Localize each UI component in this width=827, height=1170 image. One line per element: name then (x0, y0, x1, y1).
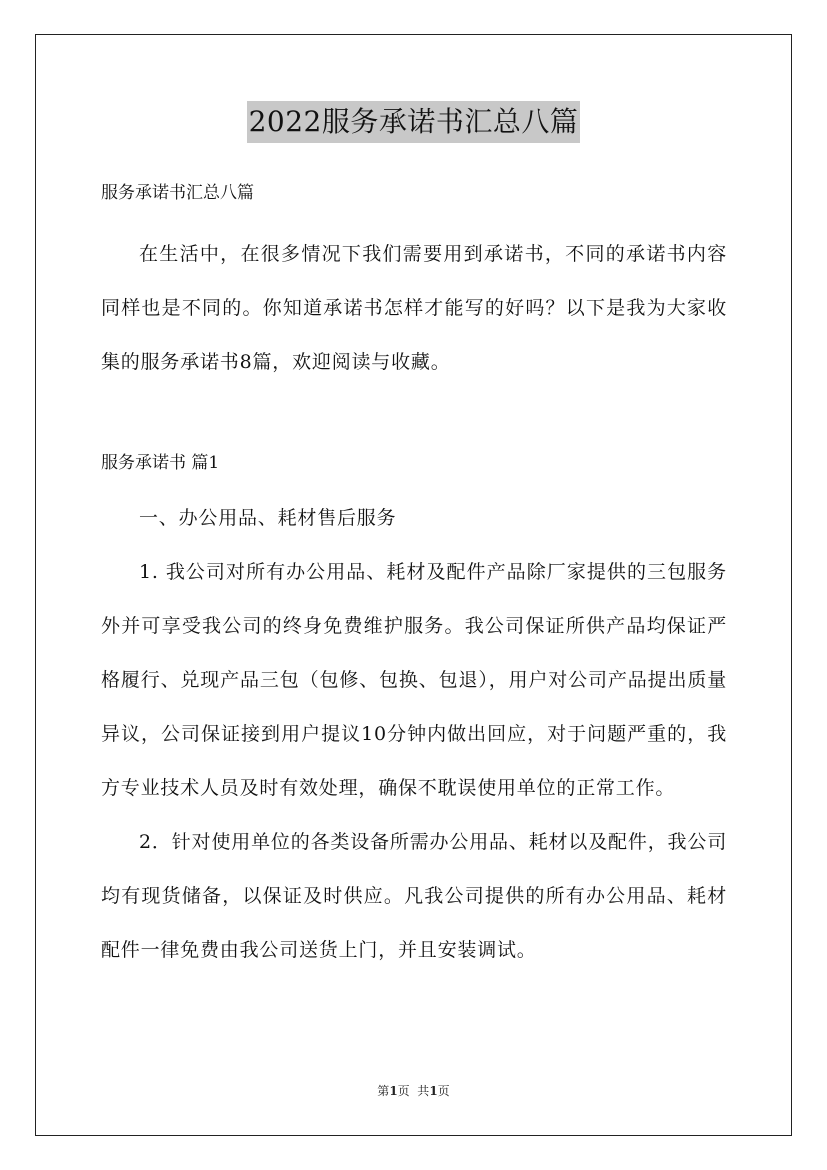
body-paragraph-2: 1. 我公司对所有办公用品、耗材及配件产品除厂家提供的三包服务外并可享受我公司的终身免费维护服务。我公司保证所供产品均保证严格履行、兑现产品三包（包修、包换、包退），用户对公司产品提出质量异议，公司保证接到用户提议10分钟内做出回应，对于问题严重的，我方专业技术人员及时有效处理，确保不耽误使用单位的正常工作。 (101, 561, 727, 799)
section-heading: 服务承诺书 篇1 (101, 453, 220, 473)
footer-page-number: 1 (389, 1084, 398, 1098)
document-header-content (101, 173, 727, 389)
title-container (0, 101, 827, 143)
footer-mid: 页 共 (397, 1084, 430, 1098)
footer-suffix: 页 (437, 1084, 450, 1098)
intro-paragraph: 在生活中，在很多情况下我们需要用到承诺书，不同的承诺书内容同样也是不同的。你知道承诺书怎样才能写的好吗？以下是我为大家收集的服务承诺书8篇，欢迎阅读与收藏。 (101, 243, 727, 373)
document-subtitle: 服务承诺书汇总八篇 (101, 183, 254, 203)
footer-prefix: 第 (377, 1084, 390, 1098)
page-footer (0, 1082, 827, 1100)
document-body (101, 491, 727, 977)
body-paragraph-1: 一、办公用品、耗材售后服务 (139, 507, 397, 529)
footer-total-pages: 1 (429, 1084, 438, 1098)
document-title: 2022服务承诺书汇总八篇 (247, 101, 581, 143)
body-paragraph-3: 2．针对使用单位的各类设备所需办公用品、耗材以及配件，我公司均有现货储备，以保证及时供应。凡我公司提供的所有办公用品、耗材配件一律免费由我公司送货上门，并且安装调试。 (101, 831, 727, 961)
